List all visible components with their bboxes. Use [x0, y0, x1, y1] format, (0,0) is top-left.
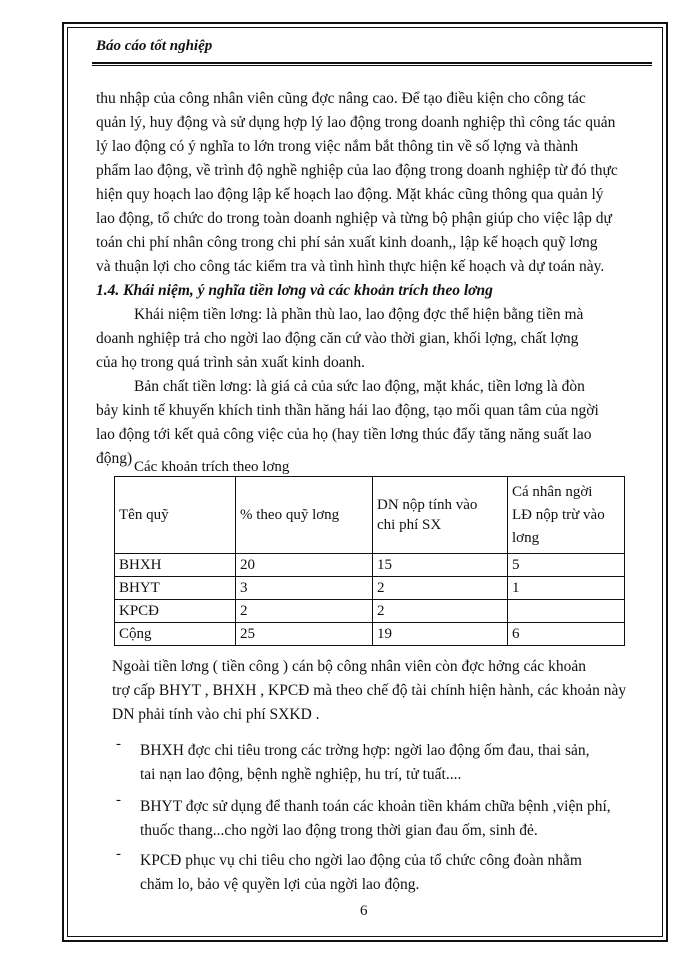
bullet-dash: - [116, 792, 121, 808]
paragraph-line: động) [96, 450, 133, 467]
bullet-line: thuốc thang...cho ngời lao động trong thời gian đau ốm, sinh đẻ. [140, 822, 538, 839]
table-cell: 3 [236, 577, 373, 600]
table-cell: 1 [508, 577, 625, 600]
header-rule-thin [92, 65, 652, 66]
table-header-cell [508, 477, 625, 554]
table-caption: Các khoản trích theo lơng [134, 459, 290, 475]
page-number: 6 [360, 903, 368, 919]
table-header-line: chi phí SX [377, 517, 442, 533]
table-header-line: LĐ nộp trừ vào [512, 506, 605, 523]
paragraph-line: Khái niệm tiền lơng: là phần thù lao, lao động đợc thể hiện bằng tiền mà [134, 306, 584, 323]
table-cell: 2 [236, 600, 373, 623]
paragraph-line: bảy kinh tế khuyến khích tinh thần hăng hái lao động, tạo mối quan tâm của ngời [96, 402, 599, 419]
paragraph-line: của họ trong quá trình sản xuất kinh doanh. [96, 354, 366, 371]
table-row [115, 600, 625, 623]
table-cell: 25 [236, 623, 373, 646]
table-cell [508, 600, 625, 623]
table-cell: BHYT [115, 577, 236, 600]
paragraph-line: doanh nghiệp trả cho ngời lao động căn cứ vào thời gian, khối lợng, chất lợng [96, 330, 579, 347]
table-cell: 5 [508, 554, 625, 577]
table-header-line: DN nộp tính vào [377, 497, 478, 513]
table-cell: 2 [373, 600, 508, 623]
table-row [115, 554, 625, 577]
paragraph-line: Ngoài tiền lơng ( tiền công ) cán bộ công nhân viên còn đợc hởng các khoản [112, 658, 586, 675]
bullet-line: BHYT đợc sử dụng để thanh toán các khoản tiền khám chữa bệnh ,viện phí, [140, 798, 611, 815]
page-header-title: Báo cáo tốt nghiệp [96, 38, 213, 54]
paragraph-line: thu nhập của công nhân viên cũng đợc nâng cao. Để tạo điều kiện cho công tác [96, 90, 586, 107]
table-header-cell [373, 477, 508, 554]
table-cell: BHXH [115, 554, 236, 577]
table-cell: KPCĐ [115, 600, 236, 623]
table-row [115, 577, 625, 600]
paragraph-line: lao động, tổ chức do trong toàn doanh nghiệp và từng bộ phận giúp cho việc lập dự [96, 210, 612, 227]
table-cell: 19 [373, 623, 508, 646]
table-row [115, 623, 625, 646]
table-header-row [115, 477, 625, 554]
bullet-line: KPCĐ phục vụ chi tiêu cho ngời lao động của tổ chức công đoàn nhằm [140, 852, 582, 869]
paragraph-line: quản lý, huy động và sử dụng hợp lý lao động trong doanh nghiệp thì công tác quản [96, 114, 616, 131]
table-header-line: lơng [512, 529, 540, 546]
paragraph-line: hiện quy hoạch lao động lập kế hoạch lao động. Mặt khác cũng thông qua quản lý [96, 186, 604, 203]
bullet-line: BHXH đợc chi tiêu trong các trờng hợp: ngời lao động ốm đau, thai sản, [140, 742, 590, 759]
table-cell: 15 [373, 554, 508, 577]
bullet-line: chăm lo, bảo vệ quyền lợi của ngời lao động. [140, 876, 420, 893]
table-header-cell: Tên quỹ [115, 477, 236, 554]
paragraph-line: lý lao động có ý nghĩa to lớn trong việc nắm bắt thông tin về số lợng và thành [96, 138, 579, 155]
section-heading: 1.4. Khái niệm, ý nghĩa tiền lơng và các khoản trích theo lơng [96, 282, 493, 299]
paragraph-line: Bản chất tiền lơng: là giá cả của sức lao động, mặt khác, tiền lơng là đòn [134, 378, 585, 395]
table-cell: 6 [508, 623, 625, 646]
table-header-cell: % theo quỹ lơng [236, 477, 373, 554]
paragraph-line: và thuận lợi cho công tác kiểm tra và tình hình thực hiện kế hoạch và dự toán này. [96, 258, 605, 275]
contribution-table [114, 476, 625, 646]
bullet-dash: - [116, 846, 121, 862]
table-cell: Cộng [115, 623, 236, 646]
bullet-dash: - [116, 736, 121, 752]
table-header-line: Cá nhân ngời [512, 483, 593, 500]
table-cell: 2 [373, 577, 508, 600]
paragraph-line: DN phải tính vào chi phí SXKD . [112, 706, 320, 723]
paragraph-line: phẩm lao động, về trình độ nghề nghiệp của lao động trong doanh nghiệp từ đó thực [96, 162, 618, 179]
paragraph-line: toán chi phí nhân công trong chi phí sản xuất kinh doanh,, lập kế hoạch quỹ lơng [96, 234, 598, 251]
paragraph-line: lao động tới kết quả công việc của họ (hay tiền lơng thúc đẩy tăng năng suất lao [96, 426, 592, 443]
paragraph-line: trợ cấp BHYT , BHXH , KPCĐ mà theo chế độ tài chính hiện hành, các khoản này [112, 682, 627, 699]
table-cell: 20 [236, 554, 373, 577]
bullet-line: tai nạn lao động, bệnh nghề nghiệp, hu trí, tử tuất.... [140, 766, 462, 783]
header-rule [92, 62, 652, 64]
